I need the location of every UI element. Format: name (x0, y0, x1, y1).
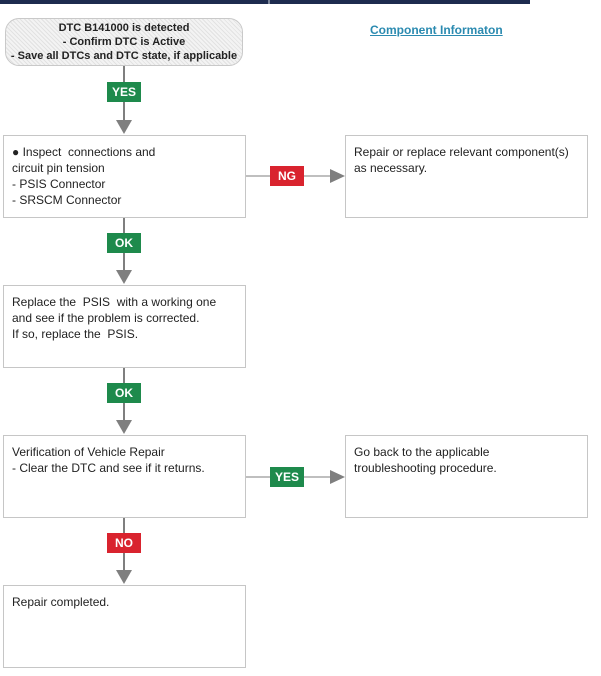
replace-psis-box (3, 285, 246, 368)
inspect-line-1: Inspect connections and (19, 145, 156, 159)
arrowhead-4 (116, 570, 132, 584)
replace-psis-line-3: If so, replace the PSIS. (12, 327, 139, 341)
start-line-1: DTC B141000 is detected (58, 22, 190, 34)
verification-line-1: Verification of Vehicle Repair (12, 445, 165, 459)
inspect-line-4: - SRSCM Connector (12, 193, 122, 207)
arrowhead-3 (116, 420, 132, 434)
ok-badge-2: OK (107, 383, 141, 403)
ng-badge: NG (270, 166, 304, 186)
bullet-icon: ● (12, 145, 20, 159)
inspect-connections-box (3, 135, 246, 218)
arrowhead-ng (330, 169, 345, 183)
start-line-3: - Save all DTCs and DTC state, if applicable (10, 50, 238, 62)
go-back-line-1: Go back to the applicable (354, 445, 490, 459)
arrowhead-1 (116, 120, 132, 134)
go-back-line-2: troubleshooting procedure. (354, 461, 497, 475)
no-badge: NO (107, 533, 141, 553)
go-back-box (345, 435, 588, 518)
yes-badge-top: YES (107, 82, 141, 102)
ok-badge-1: OK (107, 233, 141, 253)
inspect-line-2: circuit pin tension (12, 161, 105, 175)
arrowhead-yes (330, 470, 345, 484)
start-node (5, 18, 243, 66)
yes-badge-right: YES (270, 467, 304, 487)
arrowhead-2 (116, 270, 132, 284)
verification-line-2: - Clear the DTC and see if it returns. (12, 461, 205, 475)
inspect-line-3: - PSIS Connector (12, 177, 106, 191)
replace-psis-line-2: and see if the problem is corrected. (12, 311, 200, 325)
repair-replace-line-1: Repair or replace relevant component(s) (354, 145, 569, 159)
verification-box (3, 435, 246, 518)
repair-completed-box (3, 585, 246, 668)
repair-completed-line-1: Repair completed. (12, 595, 110, 609)
component-information-link[interactable]: Component Informaton (370, 23, 503, 37)
start-line-2: - Confirm DTC is Active (62, 36, 186, 48)
repair-replace-line-2: as necessary. (354, 161, 428, 175)
repair-replace-box (345, 135, 588, 218)
replace-psis-line-1: Replace the PSIS with a working one (12, 295, 217, 309)
